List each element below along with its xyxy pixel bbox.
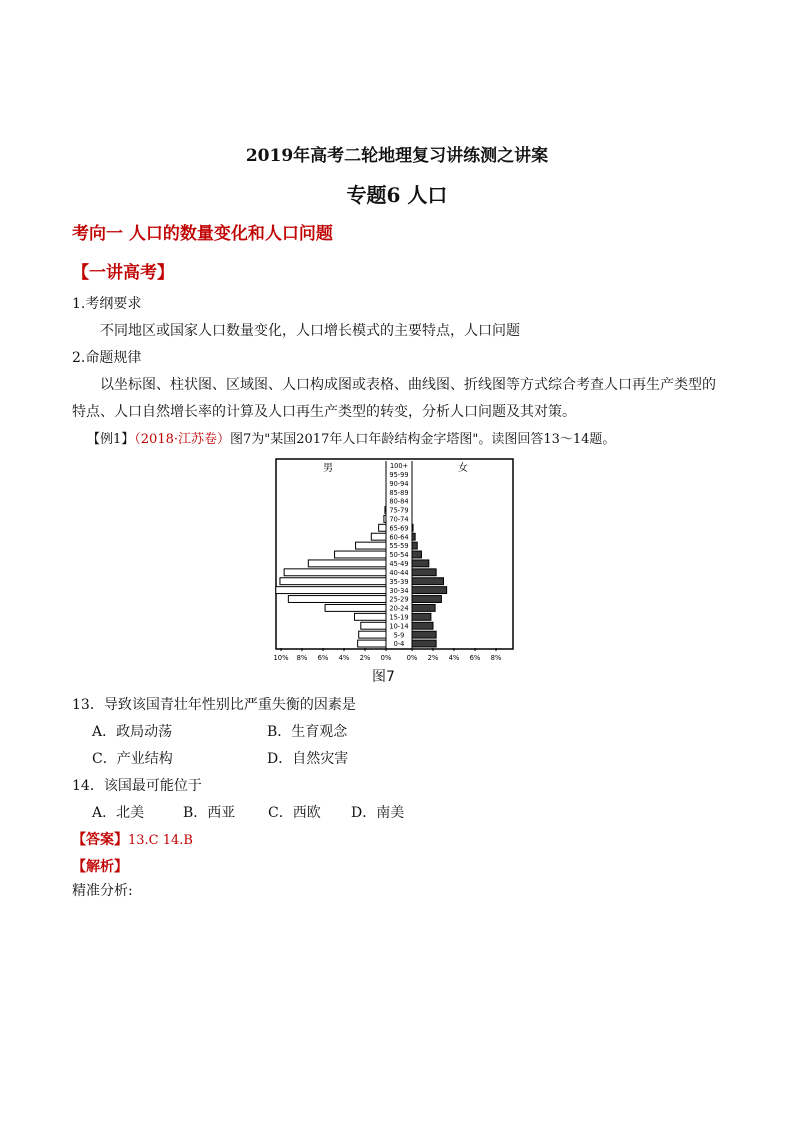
q13-option-a: A．政局动荡	[92, 724, 173, 740]
question-13: 13．导致该国青壮年性别比严重失衡的因素是	[72, 697, 356, 713]
example-source: （2018·江苏卷）	[134, 432, 230, 447]
document-title: 2019年高考二轮地理复习讲练测之讲案	[245, 146, 549, 166]
male-label: 男	[323, 463, 333, 474]
male-bar-25-29	[288, 596, 386, 603]
male-bar-0-4	[358, 640, 386, 647]
female-bar-50-54	[412, 551, 421, 558]
male-tick-label: 2%	[359, 654, 371, 662]
female-bar-10-14	[412, 622, 433, 629]
age-label-35-39: 35-39	[389, 577, 409, 586]
age-label-65-69: 65-69	[389, 524, 409, 533]
male-bar-35-39	[280, 578, 386, 585]
age-label-85-89: 85-89	[389, 488, 409, 497]
subsection-heading: 【一讲高考】	[72, 263, 174, 283]
male-bar-60-64	[371, 533, 386, 540]
answer-text: 13.C 14.B	[128, 833, 193, 848]
example-text: 图7为"某国2017年人口年龄结构金字塔图"。读图回答13～14题。	[230, 432, 616, 447]
male-tick-label: 10%	[273, 654, 289, 662]
male-bar-15-19	[355, 613, 387, 620]
precise-analysis-label: 精准分析:	[72, 883, 133, 899]
age-label-100+: 100+	[389, 462, 409, 471]
male-tick-label: 6%	[317, 654, 329, 662]
male-bar-45-49	[308, 560, 386, 567]
female-bar-40-44	[412, 569, 436, 576]
female-bar-15-19	[412, 613, 431, 620]
q14-option-c: C．西欧	[268, 805, 321, 821]
male-bar-65-69	[379, 524, 386, 531]
male-tick-label: 0%	[380, 654, 392, 662]
female-tick-label: 2%	[427, 654, 439, 662]
male-bar-55-59	[356, 542, 386, 549]
age-label-5-9: 5-9	[393, 631, 405, 640]
age-label-10-14: 10-14	[389, 622, 409, 631]
female-tick-label: 8%	[490, 654, 502, 662]
requirement-heading: 1.考纲要求	[72, 296, 142, 312]
female-bar-5-9	[412, 631, 436, 638]
male-bar-10-14	[361, 622, 386, 629]
female-bar-20-24	[412, 604, 435, 611]
population-pyramid-chart	[270, 458, 525, 665]
male-tick-label: 4%	[338, 654, 350, 662]
q14-option-d: D．南美	[351, 805, 405, 821]
q13-option-c: C．产业结构	[92, 751, 173, 767]
age-label-40-44: 40-44	[389, 568, 409, 577]
male-bar-50-54	[335, 551, 386, 558]
male-bar-20-24	[325, 604, 386, 611]
age-label-90-94: 90-94	[389, 479, 409, 488]
female-tick-label: 6%	[469, 654, 481, 662]
female-bar-0-4	[412, 640, 436, 647]
male-bar-30-34	[276, 587, 386, 594]
figure-caption: 图7	[372, 669, 395, 685]
example-line	[87, 428, 615, 447]
male-tick-label: 8%	[296, 654, 308, 662]
female-bar-30-34	[412, 587, 447, 594]
female-bar-55-59	[412, 542, 417, 549]
age-label-25-29: 25-29	[389, 595, 409, 604]
age-label-75-79: 75-79	[389, 506, 409, 515]
rule-text-line-1: 以坐标图、柱状图、区域图、人口构成图或表格、曲线图、折线图等方式综合考查人口再生产类型的	[100, 377, 716, 393]
rule-heading: 2.命题规律	[72, 350, 142, 366]
age-label-0-4: 0-4	[393, 640, 405, 649]
female-tick-label: 4%	[448, 654, 460, 662]
section-heading: 考向一 人口的数量变化和人口问题	[72, 224, 333, 244]
female-bar-45-49	[412, 560, 429, 567]
rule-text-line-2: 特点、人口自然增长率的计算及人口再生产类型的转变，分析人口问题及其对策。	[72, 404, 576, 420]
male-bar-5-9	[359, 631, 386, 638]
female-tick-label: 0%	[406, 654, 418, 662]
age-label-70-74: 70-74	[389, 515, 409, 524]
female-bar-35-39	[412, 578, 444, 585]
male-bar-40-44	[284, 569, 386, 576]
age-label-45-49: 45-49	[389, 560, 409, 569]
q14-option-b: B．西亚	[183, 805, 236, 821]
age-label-80-84: 80-84	[389, 497, 409, 506]
age-label-95-99: 95-99	[389, 471, 409, 480]
topic-title: 专题6 人口	[346, 183, 448, 207]
age-label-30-34: 30-34	[389, 586, 409, 595]
analysis-label: 【解析】	[72, 859, 128, 875]
age-label-55-59: 55-59	[389, 542, 409, 551]
female-label: 女	[458, 463, 468, 474]
q13-option-d: D．自然灾害	[267, 751, 349, 767]
question-14: 14．该国最可能位于	[72, 778, 202, 794]
example-label: 【例1】	[87, 432, 135, 447]
q13-option-b: B．生育观念	[267, 724, 348, 740]
q14-option-a: A．北美	[92, 805, 145, 821]
answer-line	[72, 829, 193, 849]
age-label-60-64: 60-64	[389, 533, 409, 542]
requirement-text: 不同地区或国家人口数量变化，人口增长模式的主要特点，人口问题	[100, 323, 520, 339]
female-bar-25-29	[412, 596, 441, 603]
age-label-50-54: 50-54	[389, 551, 409, 560]
answer-label: 【答案】	[72, 832, 128, 848]
age-label-20-24: 20-24	[389, 604, 409, 613]
age-label-15-19: 15-19	[389, 613, 409, 622]
